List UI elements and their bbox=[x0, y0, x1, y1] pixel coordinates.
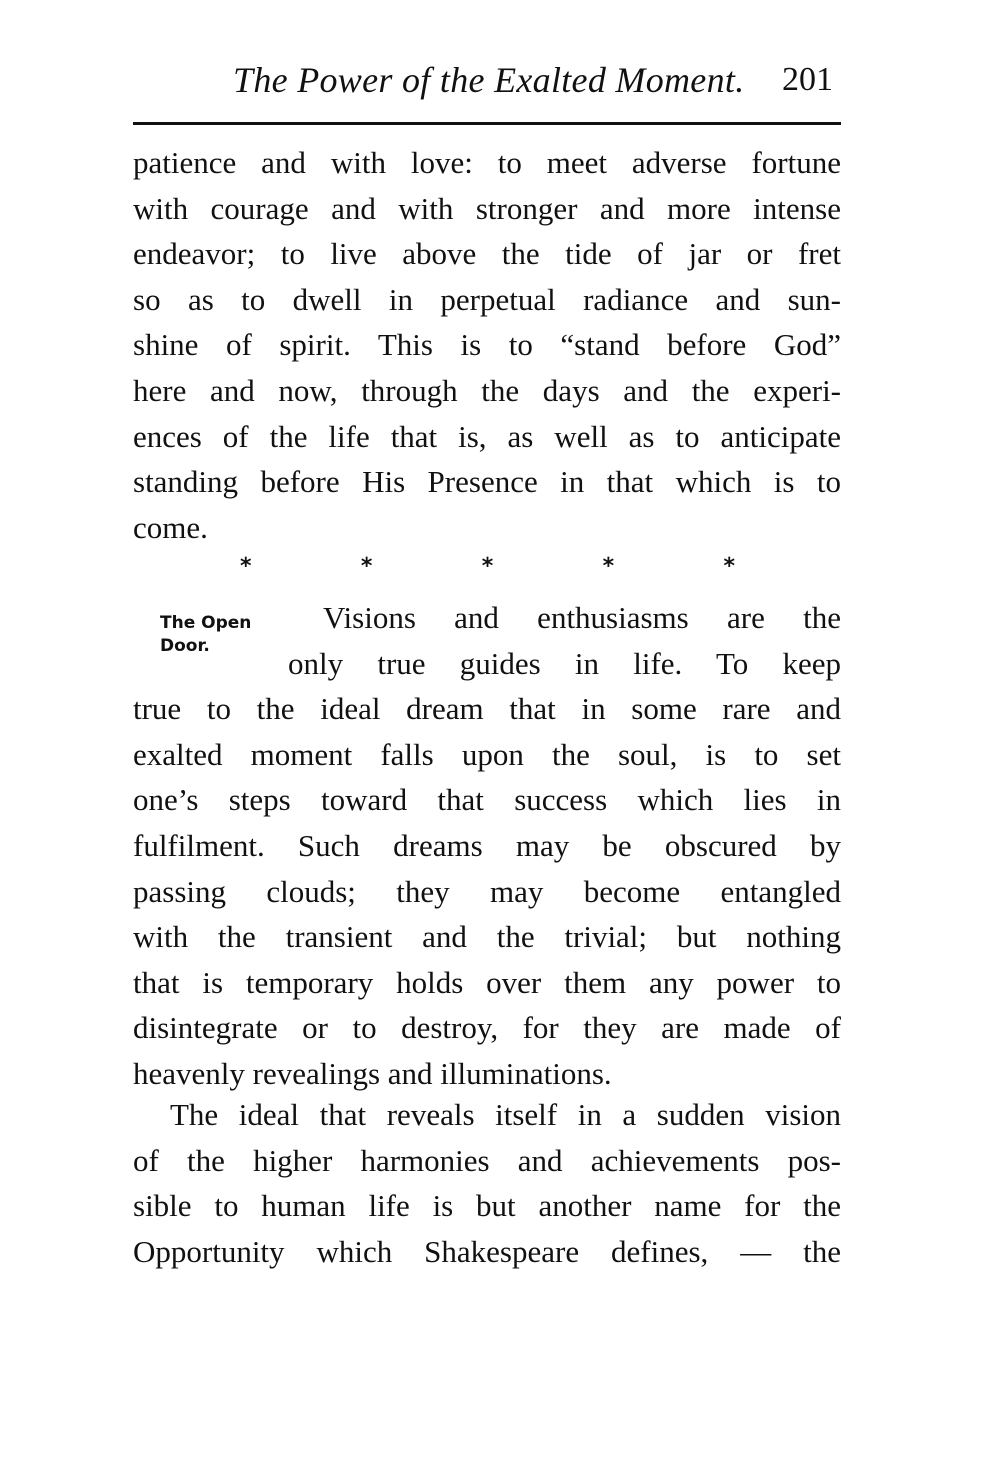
text-line: fulfilment. Such dreams may be obscured by bbox=[133, 827, 841, 863]
asterisk-mark: * bbox=[240, 554, 252, 579]
text-line: patience and with love: to meet adverse fortune bbox=[133, 145, 841, 180]
running-head bbox=[133, 58, 841, 102]
text-line: sible to human life is but another name for the bbox=[133, 1188, 841, 1224]
header-rule bbox=[133, 122, 841, 125]
section-separator bbox=[240, 552, 735, 582]
text-line: ences of the life that is, as well as to anticipate bbox=[133, 418, 841, 454]
text-line: with the transient and the trivial; but nothing bbox=[133, 919, 841, 955]
text-line: that is temporary holds over them any power to bbox=[133, 964, 841, 1000]
text-line: shine of spirit. This is to “stand before God” bbox=[133, 327, 841, 363]
page-number: 201 bbox=[782, 61, 833, 98]
text-line: of the higher harmonies and achievements pos- bbox=[133, 1142, 841, 1178]
asterisk-mark: * bbox=[723, 554, 735, 579]
paragraph-continued bbox=[133, 140, 841, 550]
text-line: standing before His Presence in that which is to bbox=[133, 464, 841, 500]
paragraph-ideal bbox=[133, 1092, 841, 1274]
margin-note-line: Door. bbox=[160, 636, 210, 656]
asterisk-mark: * bbox=[360, 554, 373, 579]
text-line: exalted moment falls upon the soul, is to set bbox=[133, 736, 841, 772]
text-line: Opportunity which Shakespeare defines, — the bbox=[133, 1233, 841, 1269]
margin-note-line: The Open bbox=[160, 613, 252, 633]
text-line: true to the ideal dream that in some rare and bbox=[133, 691, 841, 727]
text-line: endeavor; to live above the tide of jar or fret bbox=[133, 236, 841, 272]
text-line: with courage and with stronger and more intense bbox=[133, 190, 841, 226]
asterisk-mark: * bbox=[602, 554, 615, 579]
text-line: disintegrate or to destroy, for they are made of bbox=[133, 1010, 841, 1046]
running-title: The Power of the Exalted Moment. bbox=[233, 60, 745, 100]
text-line: here and now, through the days and the experi- bbox=[133, 372, 841, 408]
text-line: one’s steps toward that success which lies in bbox=[133, 782, 841, 818]
paragraph-open-door bbox=[133, 595, 841, 1097]
text-line: so as to dwell in perpetual radiance and sun- bbox=[133, 281, 841, 317]
text-line: Visions and enthusiasms are the bbox=[323, 600, 841, 635]
asterisk-mark: * bbox=[481, 554, 494, 579]
text-line: come. bbox=[133, 509, 208, 545]
text-line: The ideal that reveals itself in a sudden vision bbox=[170, 1097, 841, 1132]
text-line: only true guides in life. To keep bbox=[288, 645, 841, 681]
text-line: passing clouds; they may become entangled bbox=[133, 873, 841, 909]
text-line: heavenly revealings and illuminations. bbox=[133, 1055, 612, 1091]
